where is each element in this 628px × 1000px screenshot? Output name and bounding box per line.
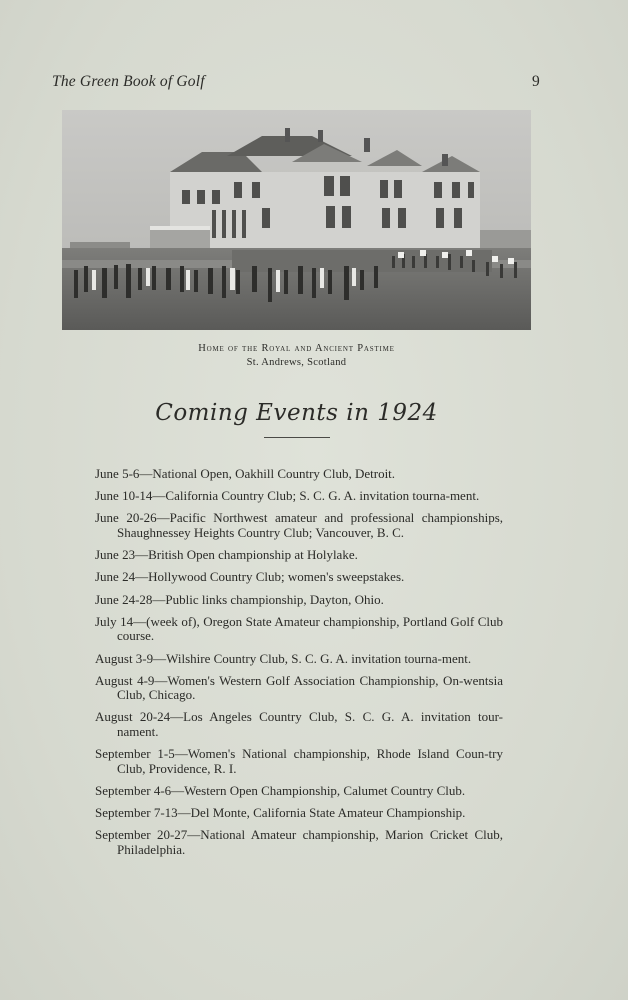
event-item: June 23—British Open championship at Holylake. (95, 547, 358, 563)
events-list (95, 467, 503, 865)
photo-caption-location: St. Andrews, Scotland (246, 357, 347, 368)
event-item: September 7-13—Del Monte, California State Amateur Championship. (95, 805, 466, 821)
section-heading: Coming Events in 1924 (155, 400, 438, 426)
event-item: July 14—(week of), Oregon State Amateur championship, Portland Golf Club course. (95, 613, 503, 644)
event-item: September 20-27—National Amateur championship, Marion Cricket Club, Philadelphia. (95, 827, 503, 857)
page-number: 9 (532, 73, 540, 90)
event-item: June 24-28—Public links championship, Dayton, Ohio. (95, 591, 384, 607)
event-item: June 5-6—National Open, Oakhill Country Club, Detroit. (95, 466, 396, 481)
photo-caption-title: Home of the Royal and Ancient Pastime (198, 343, 395, 354)
event-item: June 10-14—California Country Club; S. C. G. A. invitation tourna-ment. (95, 488, 480, 504)
event-item: August 3-9—Wilshire Country Club, S. C. G. A. invitation tourna-ment. (95, 650, 472, 666)
event-item: June 24—Hollywood Country Club; women's sweepstakes. (95, 569, 405, 585)
event-item: August 20-24—Los Angeles Country Club, S. C. G. A. invitation tour-nament. (95, 709, 503, 740)
event-item: September 4-6—Western Open Championship, Calumet Country Club. (95, 783, 466, 799)
heading-divider (264, 437, 330, 438)
running-header-title: The Green Book of Golf (52, 73, 205, 90)
clubhouse-photograph (62, 110, 531, 330)
event-item: June 20-26—Pacific Northwest amateur and professional championships, Shaughnessey Heights Country Club; Vancouver, B. C. (95, 510, 503, 540)
event-item: September 1-5—Women's National championship, Rhode Island Coun-try Club, Providence, R. I. (95, 746, 503, 776)
event-item: August 4-9—Women's Western Golf Association Championship, On-wentsia Club, Chicago. (95, 672, 503, 703)
